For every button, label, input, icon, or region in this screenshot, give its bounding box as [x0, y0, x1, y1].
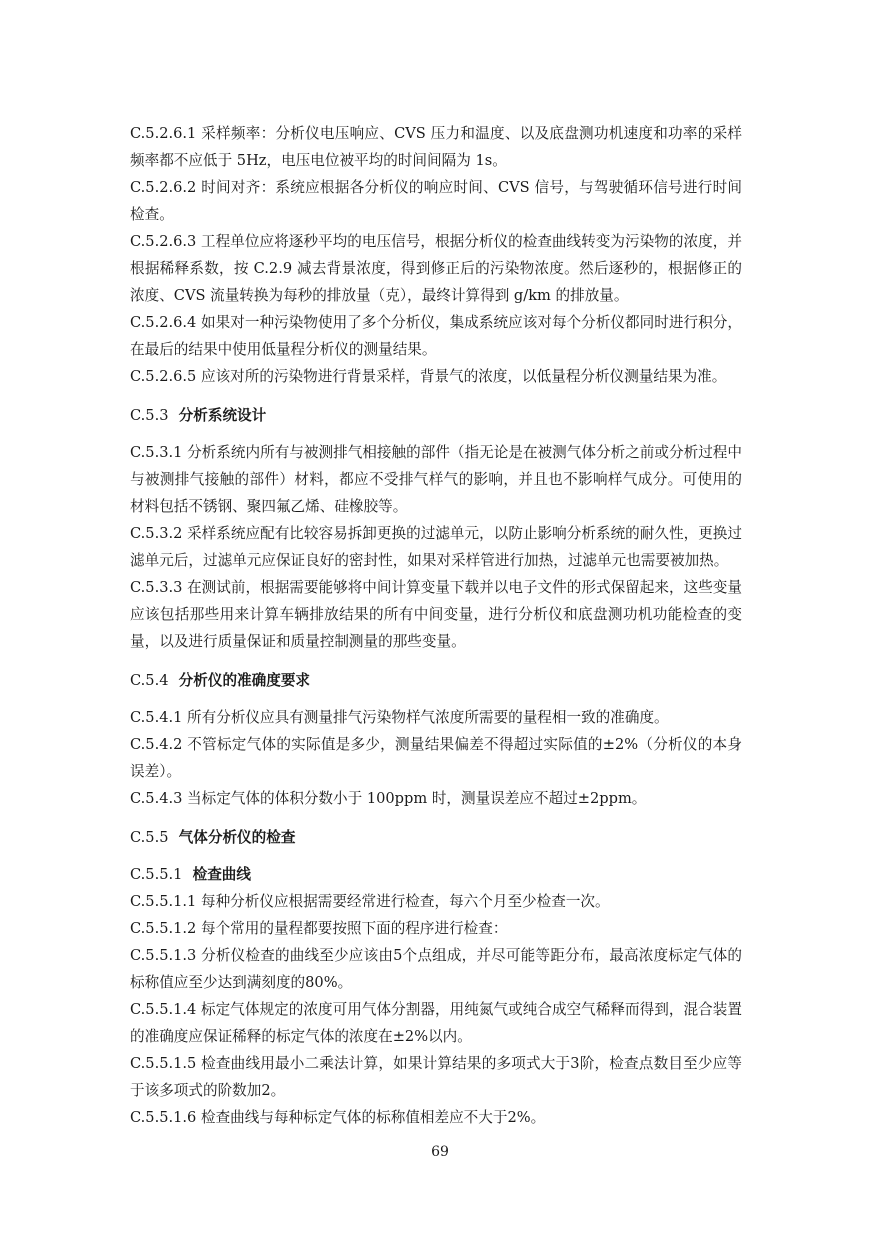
para-c532: C.5.3.2 采样系统应配有比较容易拆卸更换的过滤单元，以防止影响分析系统的耐久性，更换过滤单元后，过滤单元应保证良好的密封性，如果对采样管进行加热，过滤单元也需要被加热。	[130, 525, 742, 569]
para-c55115: C.5.5.1.5 检查曲线用最小二乘法计算，如果计算结果的多项式大于3阶，检查点数目至少应等于该多项式的阶数加2。	[130, 1055, 742, 1099]
para-c533: C.5.3.3 在测试前，根据需要能够将中间计算变量下载并以电子文件的形式保留起来，这些变量应该包括那些用来计算车辆排放结果的所有中间变量，进行分析仪和底盘测功机功能检查的变量，以及进行质量保证和质量控制测量的那些变量。	[130, 579, 742, 650]
heading-c54-number: C.5.4	[130, 672, 169, 689]
para-c531: C.5.3.1 分析系统内所有与被测排气相接触的部件（指无论是在被测气体分析之前或分析过程中与被测排气接触的部件）材料，都应不受排气样气的影响，并且也不影响样气成分。可使用的材料包括不锈钢、聚四氟乙烯、硅橡胶等。	[130, 444, 742, 515]
para-c55116: C.5.5.1.6 检查曲线与每种标定气体的标称值相差应不大于2%。	[130, 1109, 546, 1126]
para-c542: C.5.4.2 不管标定气体的实际值是多少，测量结果偏差不得超过实际值的±2%（分析仪的本身误差）。	[130, 736, 742, 780]
heading-c55-text: 气体分析仪的检查	[178, 829, 296, 846]
para-c55111: C.5.5.1.1 每种分析仪应根据需要经常进行检查，每六个月至少检查一次。	[130, 893, 610, 910]
heading-c53-number: C.5.3	[130, 407, 169, 424]
para-c52661: C.5.2.6.1 采样频率：分析仪电压响应、CVS 压力和温度、以及底盘测功机速度和功率的采样频率都不应低于 5Hz，电压电位被平均的时间间隔为 1s。	[130, 125, 742, 169]
heading-c551-text: 检查曲线	[192, 866, 251, 883]
heading-c54	[130, 667, 742, 694]
heading-c53-text: 分析系统设计	[178, 407, 267, 424]
heading-c53	[130, 402, 742, 429]
para-c55114: C.5.5.1.4 标定气体规定的浓度可用气体分割器，用纯氮气或纯合成空气稀释而得到，混合装置的准确度应保证稀释的标定气体的浓度在±2%以内。	[130, 1001, 742, 1045]
para-c543: C.5.4.3 当标定气体的体积分数小于 100ppm 时，测量误差应不超过±2ppm。	[130, 790, 647, 807]
heading-c551-number: C.5.5.1	[130, 866, 183, 883]
heading-c54-text: 分析仪的准确度要求	[178, 672, 311, 689]
para-c55113: C.5.5.1.3 分析仪检查的曲线至少应该由5个点组成，并尽可能等距分布，最高浓度标定气体的标称值应至少达到满刻度的80%。	[130, 947, 742, 991]
heading-c55	[130, 824, 742, 851]
heading-c55-number: C.5.5	[130, 829, 169, 846]
page-number: 69	[431, 1144, 449, 1160]
para-c52662: C.5.2.6.2 时间对齐：系统应根据各分析仪的响应时间、CVS 信号，与驾驶循环信号进行时间检查。	[130, 179, 742, 223]
heading-c551	[130, 861, 742, 888]
para-c55112: C.5.5.1.2 每个常用的量程都要按照下面的程序进行检查：	[130, 920, 508, 937]
para-c541: C.5.4.1 所有分析仪应具有测量排气污染物样气浓度所需要的量程相一致的准确度。	[130, 709, 669, 726]
para-c52664: C.5.2.6.4 如果对一种污染物使用了多个分析仪，集成系统应该对每个分析仪都同时进行积分，在最后的结果中使用低量程分析仪的测量结果。	[130, 314, 742, 358]
document-page	[130, 0, 742, 1131]
para-c52665: C.5.2.6.5 应该对所的污染物进行背景采样，背景气的浓度，以低量程分析仪测量结果为准。	[130, 368, 727, 385]
para-c52663: C.5.2.6.3 工程单位应将逐秒平均的电压信号，根据分析仪的检查曲线转变为污染物的浓度，并根据稀释系数，按 C.2.9 减去背景浓度，得到修正后的污染物浓度。然后逐秒的，根据修正的浓度、CVS 流量转换为每秒的排放量（克），最终计算得到 g/km 的排放量。	[130, 233, 742, 304]
